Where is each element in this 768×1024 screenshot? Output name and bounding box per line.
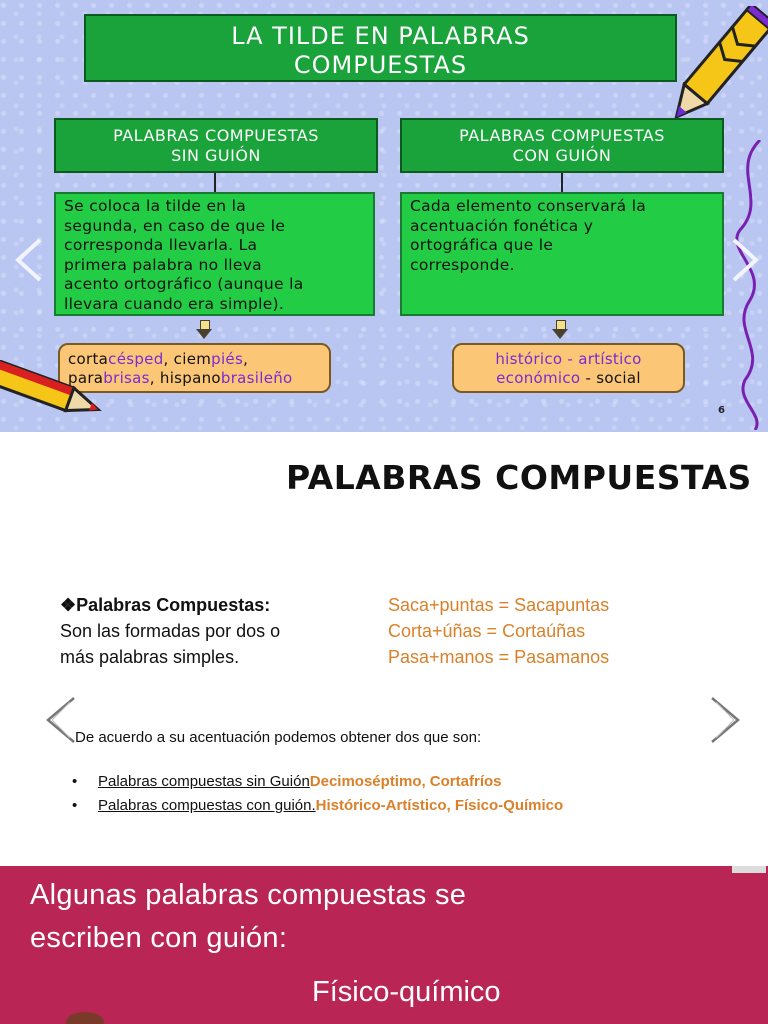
example-item: Saca+puntas = Sacapuntas bbox=[388, 595, 610, 615]
examples-line2: parabrisas, hispanobrasileño bbox=[68, 369, 293, 387]
slide-title bbox=[84, 14, 677, 82]
list-item-label: Palabras compuestas con guión. bbox=[98, 797, 316, 814]
decorative-squiggle bbox=[730, 140, 768, 430]
down-arrow-icon bbox=[552, 320, 568, 340]
rule-line: Cada elemento conservará la bbox=[410, 197, 647, 215]
rule-line: acentuación fonética y bbox=[410, 216, 594, 235]
watermark-tag bbox=[732, 866, 766, 873]
yellow-pencil-icon bbox=[660, 6, 768, 136]
rule-con-guion bbox=[400, 192, 724, 316]
slide-text-line2: escriben con guión: bbox=[30, 922, 288, 954]
header-sin-guion-line2: SIN GUIÓN bbox=[171, 146, 261, 165]
rule-line: corresponda llevarla. La bbox=[64, 236, 258, 254]
rule-line: ortográfica que le bbox=[410, 236, 554, 254]
rule-line: acento ortográfico (aunque la bbox=[64, 275, 304, 293]
slide-title: PALABRAS COMPUESTAS bbox=[286, 458, 752, 497]
header-sin-guion bbox=[54, 118, 378, 173]
previous-slide-chevron-icon[interactable] bbox=[42, 694, 78, 746]
definition-heading: ❖Palabras Compuestas: bbox=[60, 595, 271, 615]
examples-con-guion bbox=[452, 343, 685, 393]
bullet: • bbox=[72, 773, 78, 790]
list-item-examples: Decimoséptimo, Cortafríos bbox=[309, 773, 502, 790]
connector-line bbox=[561, 173, 563, 192]
slide-text-line1: Algunas palabras compuestas se bbox=[30, 879, 467, 911]
examples-line1: histórico - artístico bbox=[495, 350, 642, 368]
next-slide-chevron-icon[interactable] bbox=[708, 694, 744, 746]
list-item-examples: Histórico-Artístico, Físico-Químico bbox=[315, 797, 564, 814]
next-slide-chevron-icon[interactable] bbox=[730, 236, 760, 284]
connector-line bbox=[214, 173, 216, 192]
slide-palabras-compuestas bbox=[0, 432, 768, 866]
examples-line1: cortacésped, ciempiés, bbox=[68, 350, 249, 368]
decorative-shape bbox=[66, 1012, 104, 1024]
list-item bbox=[72, 794, 563, 818]
header-con-guion-line1: PALABRAS COMPUESTAS bbox=[459, 126, 665, 145]
slide-title-line1: LA TILDE EN PALABRAS bbox=[231, 22, 530, 50]
example-item: Pasa+manos = Pasamanos bbox=[388, 647, 610, 667]
rule-line: corresponde. bbox=[410, 255, 515, 274]
slide-title-line2: COMPUESTAS bbox=[293, 51, 468, 79]
rule-line: llevara cuando era simple). bbox=[64, 294, 285, 313]
slide-text bbox=[30, 874, 466, 960]
rule-sin-guion bbox=[54, 192, 375, 316]
examples-line2: económico - social bbox=[496, 369, 641, 387]
rule-line: primera palabra no lleva bbox=[64, 255, 262, 274]
definition-line: Son las formadas por dos o bbox=[60, 621, 281, 641]
definition bbox=[60, 592, 280, 670]
example-word: Físico-químico bbox=[312, 976, 501, 1008]
header-con-guion-line2: CON GUIÓN bbox=[512, 146, 612, 165]
list-item-label: Palabras compuestas sin Guión bbox=[98, 773, 310, 790]
page-number: 6 bbox=[718, 405, 725, 416]
list-item bbox=[72, 770, 563, 794]
types-list bbox=[72, 770, 563, 818]
bullet: • bbox=[72, 797, 78, 814]
header-con-guion bbox=[400, 118, 724, 173]
intro-text: De acuerdo a su acentuación podemos obtener dos que son: bbox=[75, 729, 482, 746]
slide-guion bbox=[0, 866, 768, 1024]
definition-line: más palabras simples. bbox=[60, 647, 240, 667]
rule-line: segunda, en caso de que le bbox=[64, 216, 286, 235]
red-pencil-icon bbox=[0, 360, 110, 432]
rule-line: Se coloca la tilde en la bbox=[64, 197, 247, 215]
header-sin-guion-line1: PALABRAS COMPUESTAS bbox=[113, 126, 319, 145]
examples-list bbox=[388, 592, 609, 670]
previous-slide-chevron-icon[interactable] bbox=[14, 236, 44, 284]
down-arrow-icon bbox=[196, 320, 212, 340]
example-item: Corta+úñas = Cortaúñas bbox=[388, 621, 586, 641]
slide-tilde-compuestas bbox=[0, 0, 768, 432]
